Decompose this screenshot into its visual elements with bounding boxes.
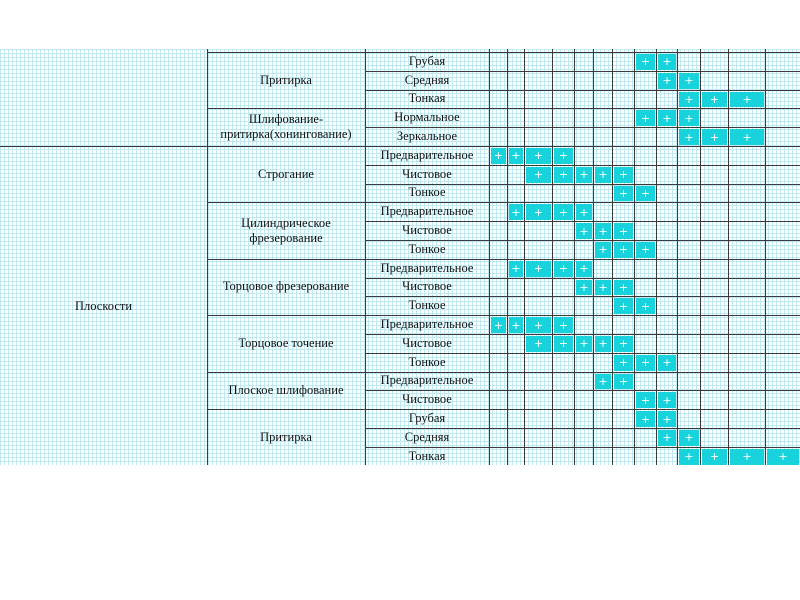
mark-cell: +	[554, 261, 573, 277]
mark-cell: +	[595, 336, 611, 352]
mark-cell: +	[595, 242, 611, 258]
mark-cell: +	[554, 167, 573, 183]
mark-cell: +	[679, 73, 699, 89]
grade-column-border	[634, 49, 635, 465]
mark-cell: +	[658, 430, 676, 446]
stage-label: Предварительное	[380, 317, 474, 332]
mark-cell: +	[526, 167, 551, 183]
mark-cell: +	[526, 204, 551, 220]
grade-column-border	[656, 49, 657, 465]
mark-cell: +	[576, 280, 592, 296]
method-label: Притирка	[260, 72, 312, 87]
top-border	[207, 52, 800, 53]
stage-label: Предварительное	[380, 204, 474, 219]
mark-cell: +	[636, 242, 655, 258]
mark-cell: +	[658, 392, 676, 408]
stage-label: Тонкое	[408, 241, 446, 256]
mark-cell: +	[595, 223, 611, 239]
mark-cell: +	[576, 204, 592, 220]
stage-label: Тонкое	[408, 185, 446, 200]
mark-cell: +	[576, 167, 592, 183]
mark-cell: +	[658, 110, 676, 126]
mark-cell: +	[636, 411, 655, 427]
mark-cell: +	[614, 167, 633, 183]
mark-cell: +	[679, 449, 699, 465]
mark-cell: +	[658, 73, 676, 89]
method-label: Притирка	[260, 429, 312, 444]
stage-label: Средняя	[404, 429, 450, 444]
mark-cell: +	[636, 186, 655, 202]
stage-label: Тонкая	[408, 448, 446, 463]
mark-cell: +	[730, 92, 764, 108]
mark-cell: +	[554, 148, 573, 164]
method-label: Торцовое фрезерование	[222, 279, 350, 294]
method-label: Шлифование-притирка(хонингование)	[220, 112, 352, 142]
grade-column-border	[524, 49, 525, 465]
mark-cell: +	[614, 242, 633, 258]
method-label: Строгание	[258, 166, 314, 181]
mark-cell: +	[614, 223, 633, 239]
grade-column-border	[552, 49, 553, 465]
mark-cell: +	[595, 167, 611, 183]
mark-cell: +	[614, 355, 633, 371]
stage-label: Предварительное	[380, 260, 474, 275]
mark-cell: +	[509, 204, 523, 220]
grade-column-border	[507, 49, 508, 465]
method-column-border	[207, 49, 208, 465]
grade-column-border	[677, 49, 678, 465]
stage-label: Чистовое	[402, 279, 452, 294]
stage-label: Чистовое	[402, 335, 452, 350]
grade-column-border	[612, 49, 613, 465]
stage-label: Чистовое	[402, 392, 452, 407]
precision-table	[0, 49, 800, 465]
stage-label: Чистовое	[402, 166, 452, 181]
stage-label: Средняя	[404, 72, 450, 87]
grade-column-border	[489, 49, 490, 465]
mark-cell: +	[702, 449, 727, 465]
mark-cell: +	[636, 392, 655, 408]
mark-cell: +	[595, 280, 611, 296]
stage-column-border	[365, 49, 366, 465]
mark-cell: +	[554, 336, 573, 352]
mark-cell: +	[614, 298, 633, 314]
mark-cell: +	[526, 317, 551, 333]
mark-cell: +	[614, 336, 633, 352]
stage-label: Тонкая	[408, 91, 446, 106]
mark-cell: +	[595, 374, 611, 390]
mark-cell: +	[702, 129, 727, 145]
mark-cell: +	[614, 374, 633, 390]
mark-cell: +	[679, 129, 699, 145]
stage-label: Зеркальное	[396, 129, 458, 144]
stage-label: Грубая	[408, 53, 446, 68]
mark-cell: +	[614, 186, 633, 202]
method-label: Плоское шлифование	[228, 382, 344, 397]
mark-cell: +	[679, 110, 699, 126]
method-label: Цилиндрическое фрезерование	[241, 215, 331, 245]
mark-cell: +	[509, 317, 523, 333]
mark-cell: +	[679, 92, 699, 108]
mark-cell: +	[576, 223, 592, 239]
mark-cell: +	[554, 317, 573, 333]
surface-label: Плоскости	[74, 298, 133, 313]
grade-column-border	[574, 49, 575, 465]
mark-cell: +	[730, 129, 764, 145]
mark-cell: +	[614, 280, 633, 296]
mark-cell: +	[658, 54, 676, 70]
grade-column-border	[593, 49, 594, 465]
mark-cell: +	[636, 110, 655, 126]
mark-cell: +	[658, 355, 676, 371]
mark-cell: +	[526, 336, 551, 352]
mark-cell: +	[491, 317, 506, 333]
grade-column-border	[765, 49, 766, 465]
mark-cell: +	[658, 411, 676, 427]
stage-label: Тонкое	[408, 354, 446, 369]
mark-cell: +	[526, 148, 551, 164]
mark-cell: +	[576, 261, 592, 277]
stage-label: Предварительное	[380, 147, 474, 162]
mark-cell: +	[679, 430, 699, 446]
mark-cell: +	[636, 355, 655, 371]
mark-cell: +	[491, 148, 506, 164]
stage-label: Тонкое	[408, 298, 446, 313]
stage-label: Чистовое	[402, 223, 452, 238]
mark-cell: +	[576, 336, 592, 352]
mark-cell: +	[526, 261, 551, 277]
mark-cell: +	[509, 261, 523, 277]
stage-label: Нормальное	[394, 110, 460, 125]
method-label: Торцовое точение	[238, 335, 334, 350]
mark-cell: +	[730, 449, 764, 465]
mark-cell: +	[636, 298, 655, 314]
mark-cell: +	[702, 92, 727, 108]
mark-cell: +	[767, 449, 799, 465]
stage-label: Грубая	[408, 411, 446, 426]
mark-cell: +	[509, 148, 523, 164]
mark-cell: +	[554, 204, 573, 220]
stage-label: Предварительное	[380, 373, 474, 388]
mark-cell: +	[636, 54, 655, 70]
grade-column-border	[728, 49, 729, 465]
grade-column-border	[700, 49, 701, 465]
